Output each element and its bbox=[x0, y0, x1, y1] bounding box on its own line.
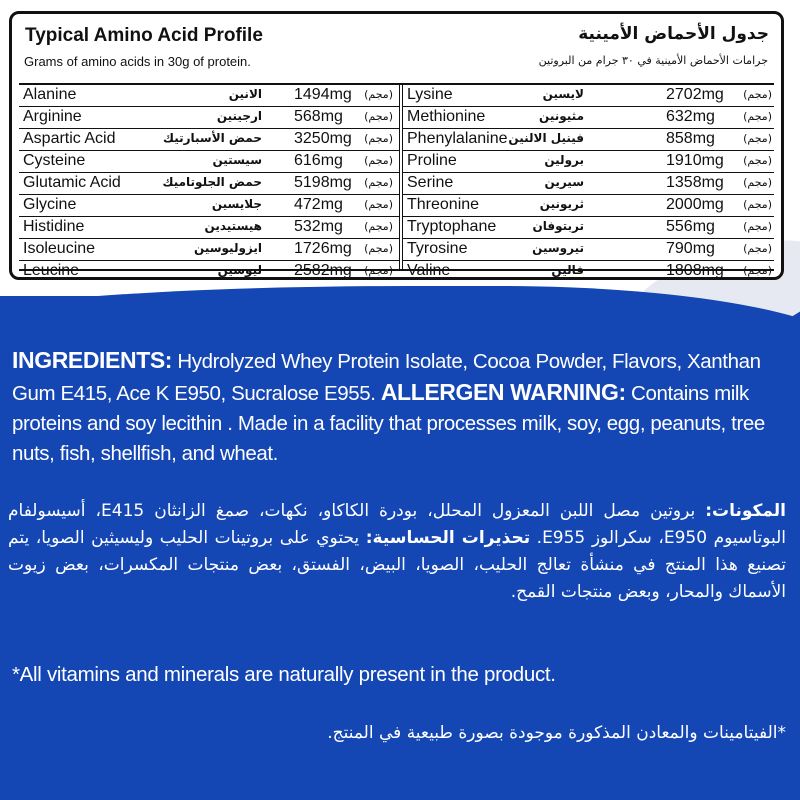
amino-name-en: Lysine bbox=[407, 86, 453, 103]
amino-row bbox=[19, 107, 399, 129]
amino-name-en: Alanine bbox=[23, 86, 77, 103]
amino-name-ar: حمض الأسبارتيك bbox=[163, 131, 262, 145]
amino-name-en: Histidine bbox=[23, 218, 85, 235]
amino-unit-ar: (مجم) bbox=[364, 176, 393, 189]
amino-name-ar: برولين bbox=[544, 153, 584, 167]
amino-value: 556mg bbox=[666, 218, 715, 235]
amino-value: 2702mg bbox=[666, 86, 724, 103]
amino-value: 616mg bbox=[294, 152, 343, 169]
amino-row bbox=[19, 195, 399, 217]
allergen-text-en: Contains milk proteins and soy lecithin . Made in a facility that processes milk, soy, egg, peanuts, tree nuts, fish, shellfish, and wheat. bbox=[12, 382, 765, 465]
ingredients-label-ar: المكونات: bbox=[705, 501, 786, 521]
amino-name-en: Tryptophane bbox=[407, 218, 497, 235]
amino-unit-ar: (مجم) bbox=[743, 176, 772, 189]
amino-name-en: Arginine bbox=[23, 108, 82, 125]
amino-row bbox=[19, 129, 399, 151]
amino-name-ar: جلايسين bbox=[211, 197, 262, 211]
amino-name-ar: الانين bbox=[228, 87, 262, 101]
amino-column-right bbox=[403, 85, 774, 279]
amino-value: 1358mg bbox=[666, 174, 724, 191]
amino-value: 790mg bbox=[666, 240, 715, 257]
panel-title-ar: جدول الأحماض الأمينية bbox=[578, 24, 769, 44]
vitamins-note-en: *All vitamins and minerals are naturally present in the product. bbox=[12, 663, 556, 686]
vitamins-note-ar: *الفيتامينات والمعادن المذكورة موجودة بصورة طبيعية في المنتج. bbox=[327, 723, 786, 743]
amino-column-left bbox=[19, 85, 399, 279]
amino-unit-ar: (مجم) bbox=[364, 132, 393, 145]
amino-row bbox=[19, 85, 399, 107]
amino-name-en: Aspartic Acid bbox=[23, 130, 116, 147]
amino-name-ar: مثيونين bbox=[539, 109, 584, 123]
amino-name-en: Valine bbox=[407, 262, 451, 279]
amino-unit-ar: (مجم) bbox=[364, 88, 393, 101]
amino-value: 532mg bbox=[294, 218, 343, 235]
amino-row bbox=[19, 261, 399, 280]
amino-row bbox=[19, 151, 399, 173]
amino-acid-profile-panel bbox=[9, 11, 784, 280]
panel-title-en: Typical Amino Acid Profile bbox=[25, 25, 263, 46]
amino-unit-ar: (مجم) bbox=[364, 110, 393, 123]
amino-name-ar: لايسين bbox=[542, 87, 584, 101]
ingredients-ar bbox=[8, 498, 786, 606]
amino-row bbox=[19, 173, 399, 195]
amino-value: 3250mg bbox=[294, 130, 352, 147]
amino-name-en: Isoleucine bbox=[23, 240, 96, 257]
amino-name-en: Serine bbox=[407, 174, 454, 191]
amino-name-ar: فينيل الالنين bbox=[508, 131, 584, 145]
ingredients-label-en: INGREDIENTS: bbox=[12, 347, 173, 373]
amino-row bbox=[403, 173, 774, 195]
amino-name-ar: ايزوليوسين bbox=[194, 241, 262, 255]
amino-unit-ar: (مجم) bbox=[743, 88, 772, 101]
amino-row bbox=[403, 239, 774, 261]
amino-unit-ar: (مجم) bbox=[364, 154, 393, 167]
amino-name-en: Methionine bbox=[407, 108, 486, 125]
amino-unit-ar: (مجم) bbox=[743, 198, 772, 211]
amino-row bbox=[403, 217, 774, 239]
amino-name-ar: فالين bbox=[551, 263, 584, 277]
amino-row bbox=[403, 85, 774, 107]
amino-row bbox=[403, 261, 774, 280]
amino-value: 632mg bbox=[666, 108, 715, 125]
amino-name-ar: تيروسين bbox=[532, 241, 584, 255]
ingredients-text-ar: بروتين مصل اللبن المعزول المحلل، بودرة الكاكاو، نكهات، صمغ الزانثان E415، أسيسولفام البوتاسيوم E950، سكرالوز E955. bbox=[8, 501, 787, 548]
amino-name-en: Cysteine bbox=[23, 152, 86, 169]
amino-value: 1808mg bbox=[666, 262, 724, 279]
amino-name-en: Leucine bbox=[23, 262, 80, 279]
amino-name-ar: تربتوفان bbox=[532, 219, 584, 233]
amino-unit-ar: (مجم) bbox=[743, 242, 772, 255]
amino-value: 2582mg bbox=[294, 262, 352, 279]
amino-name-ar: ليوسين bbox=[217, 263, 262, 277]
amino-value: 858mg bbox=[666, 130, 715, 147]
panel-subtitle-ar: جرامات الأحماض الأمينية في ٣٠ جرام من البروتين bbox=[538, 54, 768, 67]
amino-value: 472mg bbox=[294, 196, 343, 213]
amino-name-en: Glycine bbox=[23, 196, 77, 213]
amino-unit-ar: (مجم) bbox=[364, 242, 393, 255]
allergen-label-ar: تحذيرات الحساسية: bbox=[365, 528, 531, 548]
amino-name-ar: ثريونين bbox=[539, 197, 584, 211]
amino-name-en: Glutamic Acid bbox=[23, 174, 121, 191]
ingredients-text-en: Hydrolyzed Whey Protein Isolate, Cocoa Powder, Flavors, Xanthan Gum E415, Ace K E950, Sucralose E955. bbox=[12, 350, 761, 405]
amino-name-en: Phenylalanine bbox=[407, 130, 508, 147]
amino-value: 1910mg bbox=[666, 152, 724, 169]
amino-name-ar: سيرين bbox=[544, 175, 584, 189]
amino-unit-ar: (مجم) bbox=[743, 154, 772, 167]
amino-value: 5198mg bbox=[294, 174, 352, 191]
amino-row bbox=[403, 151, 774, 173]
amino-name-ar: ارجينين bbox=[216, 109, 262, 123]
amino-name-en: Tyrosine bbox=[407, 240, 468, 257]
amino-name-ar: هيستيدين bbox=[204, 219, 262, 233]
amino-unit-ar: (مجم) bbox=[364, 264, 393, 277]
amino-row bbox=[19, 239, 399, 261]
amino-unit-ar: (مجم) bbox=[743, 132, 772, 145]
amino-value: 1494mg bbox=[294, 86, 352, 103]
amino-row bbox=[403, 195, 774, 217]
amino-value: 1726mg bbox=[294, 240, 352, 257]
amino-acid-table bbox=[19, 83, 774, 279]
ingredients-en bbox=[12, 345, 796, 469]
amino-unit-ar: (مجم) bbox=[743, 264, 772, 277]
amino-row bbox=[403, 129, 774, 151]
amino-name-ar: سيستين bbox=[212, 153, 262, 167]
amino-row bbox=[403, 107, 774, 129]
amino-value: 2000mg bbox=[666, 196, 724, 213]
amino-unit-ar: (مجم) bbox=[743, 110, 772, 123]
panel-subtitle-en: Grams of amino acids in 30g of protein. bbox=[24, 54, 251, 69]
allergen-label-en: ALLERGEN WARNING: bbox=[380, 379, 626, 405]
amino-name-en: Threonine bbox=[407, 196, 480, 213]
amino-unit-ar: (مجم) bbox=[364, 220, 393, 233]
amino-unit-ar: (مجم) bbox=[364, 198, 393, 211]
amino-name-ar: حمض الجلوتاميك bbox=[162, 175, 262, 189]
amino-row bbox=[19, 217, 399, 239]
amino-name-en: Proline bbox=[407, 152, 457, 169]
allergen-text-ar: يحتوي على بروتينات الحليب وليسيثين الصويا، يتم تصنيع هذا المنتج في منشأة تعالج الحليب، الصويا، البيض، الفستق، بعض منتجات المكسرات، بعض زيوت الأسماك والمحار، وبعض منتجات القمح. bbox=[8, 528, 786, 602]
amino-unit-ar: (مجم) bbox=[743, 220, 772, 233]
amino-value: 568mg bbox=[294, 108, 343, 125]
